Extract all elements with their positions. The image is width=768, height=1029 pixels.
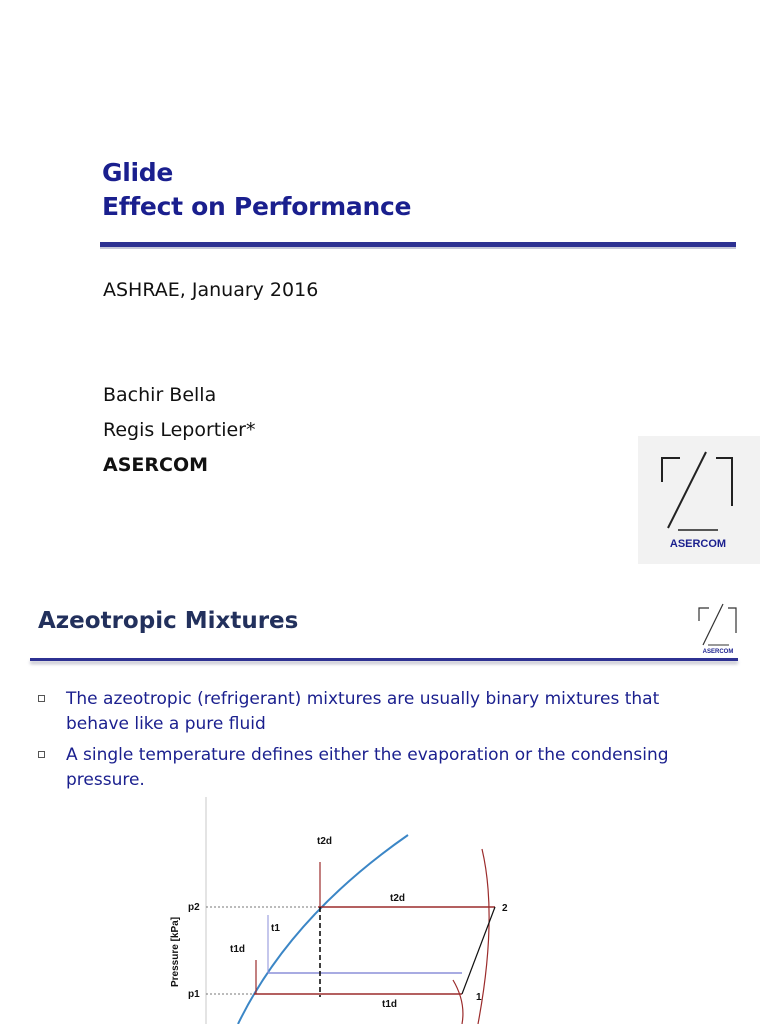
title-divider — [100, 242, 736, 247]
label-t2d-top: t2d — [317, 836, 332, 847]
saturation-curve — [238, 835, 408, 1024]
title-line-1: Glide — [102, 158, 174, 187]
asercom-logo — [638, 436, 760, 564]
bullet-marker-icon — [38, 695, 45, 702]
label-point-1: 1 — [476, 992, 482, 1003]
label-t2d-line: t2d — [390, 893, 405, 904]
asercom-logo-small — [686, 595, 748, 655]
label-t1: t1 — [271, 923, 280, 934]
label-point-2: 2 — [502, 903, 508, 914]
logo-text-small: ASERCOM — [702, 649, 734, 655]
slide-title — [102, 156, 411, 224]
bullet-text: The azeotropic (refrigerant) mixtures are usually binary mixtures that behave like a pure fluid — [66, 689, 660, 734]
label-p1: p1 — [188, 989, 200, 1000]
logo-text: ASERCOM — [669, 538, 727, 550]
title-divider — [30, 658, 738, 661]
label-t1d-line: t1d — [382, 999, 397, 1010]
compression-line — [462, 907, 495, 994]
asercom-logo-mark — [638, 436, 760, 564]
title-line-2: Effect on Performance — [102, 192, 412, 221]
organization: ASERCOM — [103, 454, 209, 476]
author-1: Bachir Bella — [103, 384, 217, 406]
bullet-text: A single temperature defines either the evaporation or the condensing pressure. — [66, 745, 669, 790]
pressure-enthalpy-diagram — [150, 797, 530, 1024]
bullet-marker-icon — [38, 751, 45, 758]
event-text: ASHRAE, January 2016 — [103, 279, 319, 301]
label-p2: p2 — [188, 902, 200, 913]
isentropic-curve — [453, 980, 463, 1024]
y-axis-label: Pressure [kPa] — [170, 916, 181, 987]
asercom-logo-small-mark — [686, 595, 748, 655]
label-t1d-left: t1d — [230, 944, 245, 955]
slide-title: Azeotropic Mixtures — [38, 608, 299, 634]
author-2: Regis Leportier* — [103, 419, 256, 441]
diagram-svg — [150, 797, 530, 1024]
content-slide — [0, 575, 768, 1024]
